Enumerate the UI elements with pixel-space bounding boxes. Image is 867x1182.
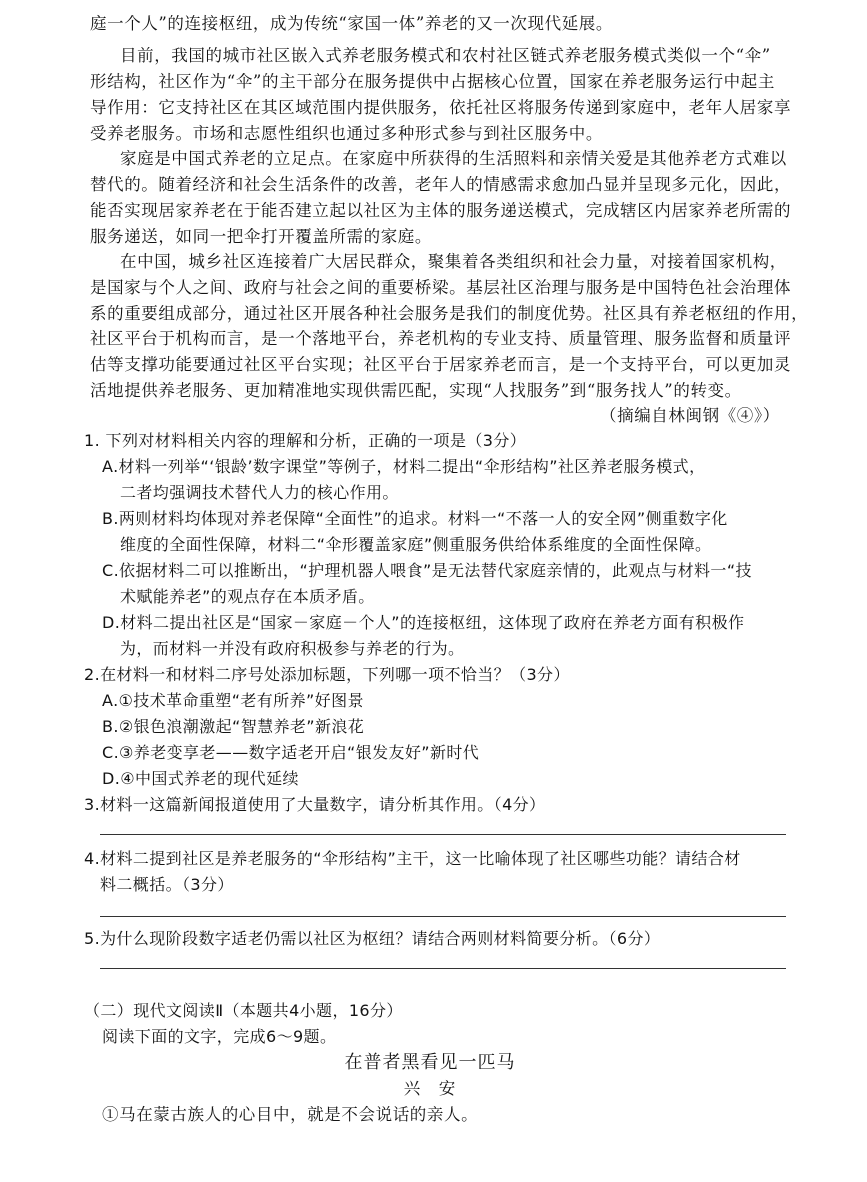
paragraph-line: 服务递送，如同一把伞打开覆盖所需的家庭。 [90, 227, 432, 246]
paragraph-line: 社区平台于机构而言，是一个落地平台，养老机构的专业支持、质量管理、服务监督和质量评 [90, 329, 792, 348]
question-1-option-b-cont: 维度的全面性保障，材料二“伞形覆盖家庭”侧重服务供给体系维度的全面性保障。 [120, 535, 712, 554]
question-1-option-d: D.材料二提出社区是“国家－家庭－个人”的连接枢纽，这体现了政府在养老方面有积极作 [102, 613, 745, 632]
question-2-option-a: A.①技术革命重塑“老有所养”好图景 [102, 691, 364, 710]
question-5-stem: 5.为什么现阶段数字适老仍需以社区为枢纽？请结合两则材料简要分析。（6分） [84, 929, 661, 948]
question-2-stem: 2.在材料一和材料二序号处添加标题，下列哪一项不恰当？（3分） [84, 665, 570, 684]
section-header: （二）现代文阅读Ⅱ（本题共4小题，16分） [84, 1001, 403, 1020]
answer-line-q4[interactable] [100, 916, 786, 917]
paragraph-line: 目前，我国的城市社区嵌入式养老服务模式和农村社区链式养老服务模式类似一个“伞” [120, 46, 771, 65]
paragraph-line: 庭一个人”的连接枢纽，成为传统“家国一体”养老的又一次现代延展。 [90, 14, 614, 33]
paragraph-line: 能否实现居家养老在于能否建立起以社区为主体的服务递送模式，完成辖区内居家养老所需的 [90, 201, 792, 220]
question-1-option-c: C.依据材料二可以推断出，“护理机器人喂食”是无法替代家庭亲情的，此观点与材料一“技 [102, 561, 752, 580]
paragraph-line: 在中国，城乡社区连接着广大居民群众，聚集着各类组织和社会力量，对接着国家机构， [120, 252, 787, 271]
question-2-option-d: D.④中国式养老的现代延续 [102, 769, 299, 788]
question-2-option-b: B.②银色浪潮激起“智慧养老”新浪花 [102, 717, 365, 736]
section-instruction: 阅读下面的文字，完成6～9题。 [102, 1027, 337, 1046]
paragraph-line: 受养老服务。市场和志愿性组织也通过多种形式参与到社区服务中。 [90, 124, 603, 143]
question-1-stem: 1. 下列对材料相关内容的理解和分析，正确的一项是（3分） [84, 431, 527, 450]
question-1-option-a: A.材料一列举“‘银龄’数字课堂”等例子，材料二提出“伞形结构”社区养老服务模式， [102, 457, 706, 476]
paragraph-line: 导作用：它支持社区在其区域范围内提供服务，依托社区将服务传递到家庭中，老年人居家享 [90, 98, 792, 117]
question-1-option-d-cont: 为，而材料一并没有政府积极参与养老的行为。 [120, 639, 465, 658]
question-4-stem: 4.材料二提到社区是养老服务的“伞形结构”主干，这一比喻体现了社区哪些功能？请结合材 [84, 849, 741, 868]
question-3-stem: 3.材料一这篇新闻报道使用了大量数字，请分析其作用。（4分） [84, 795, 546, 814]
question-4-stem-cont: 料二概括。（3分） [100, 875, 234, 894]
answer-line-q5[interactable] [100, 968, 786, 969]
answer-line-q3[interactable] [100, 834, 786, 835]
article-author: 兴 安 [403, 1079, 457, 1098]
question-1-option-b: B.两则材料均体现对养老保障“全面性”的追求。材料一“不落一人的安全网”侧重数字化 [102, 509, 728, 528]
question-1-option-a-cont: 二者均强调技术替代人力的核心作用。 [120, 483, 399, 502]
paragraph-line: 估等支撑功能要通过社区平台实现；社区平台于居家养老而言，是一个支持平台，可以更加灵 [90, 355, 792, 374]
paragraph-line: 家庭是中国式养老的立足点。在家庭中所获得的生活照料和亲情关爱是其他养老方式难以 [120, 149, 787, 168]
paragraph-line: 是国家与个人之间、政府与社会之间的重要桥梁。基层社区治理与服务是中国特色社会治理体 [90, 278, 792, 297]
article-title: 在普者黑看见一匹马 [344, 1052, 516, 1073]
question-2-option-c: C.③养老变享老——数字适老开启“银发友好”新时代 [102, 743, 480, 762]
source-citation: （摘编自林闽钢《④》） [600, 406, 780, 425]
article-first-paragraph: ①马在蒙古族人的心目中，就是不会说话的亲人。 [102, 1105, 479, 1124]
paragraph-line: 替代的。随着经济和社会生活条件的改善，老年人的情感需求愈加凸显并呈现多元化，因此， [90, 175, 792, 194]
paragraph-line: 形结构，社区作为“伞”的主干部分在服务提供中占据核心位置，国家在养老服务运行中起主 [90, 72, 775, 91]
question-1-option-c-cont: 术赋能养老”的观点存在本质矛盾。 [120, 587, 375, 606]
paragraph-line: 系的重要组成部分，通过社区开展各种社会服务是我们的制度优势。社区具有养老枢纽的作用， [90, 304, 809, 323]
paragraph-line: 活地提供养老服务、更加精准地实现供需匹配，实现“人找服务”到“服务找人”的转变。 [90, 381, 742, 400]
